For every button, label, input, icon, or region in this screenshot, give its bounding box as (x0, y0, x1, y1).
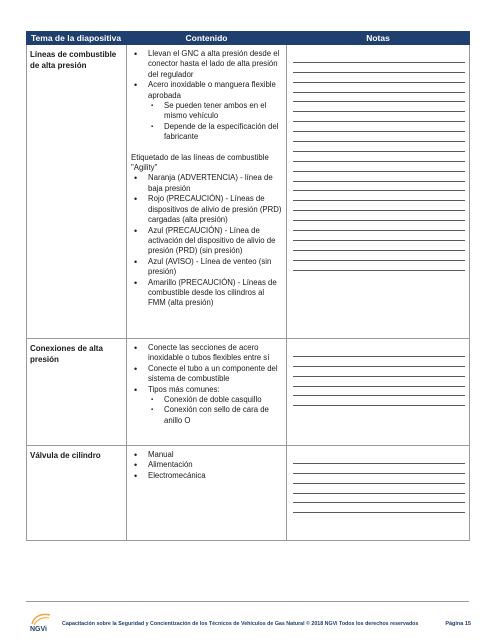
row-content (127, 446, 287, 541)
note-line (293, 201, 465, 211)
bullet-item: • Amarillo (PRECAUCIÓN) - Líneas de combustible desde los cilindros al FMM (alta presión) (131, 278, 283, 309)
note-line (293, 211, 465, 221)
row-content (127, 45, 287, 339)
note-line (293, 122, 465, 132)
header-topic: Tema de la diapositiva (27, 32, 127, 45)
note-line (293, 83, 465, 93)
bullet-item: • Naranja (ADVERTENCIA) - línea de baja presión (131, 173, 283, 194)
note-line (293, 172, 465, 182)
note-line (293, 73, 465, 83)
note-line (293, 494, 465, 504)
note-line (293, 182, 465, 192)
header-notes: Notas (287, 32, 470, 45)
page-footer (26, 610, 471, 632)
header-content: Contenido (127, 32, 287, 45)
note-line (293, 261, 465, 271)
row-topic: Líneas de combustible de alta presión (27, 45, 127, 339)
note-line (293, 102, 465, 112)
note-line (293, 357, 465, 367)
content-list (131, 343, 283, 426)
content-paragraph: Etiquetado de las líneas de combustible "Agility" (131, 152, 269, 173)
ngvi-logo (28, 610, 56, 632)
content-list (131, 173, 283, 308)
note-line (293, 503, 465, 513)
note-line (293, 231, 465, 241)
bullet-item: • Tipos más comunes: (131, 385, 283, 395)
note-line (293, 367, 465, 377)
note-line (293, 142, 465, 152)
bullet-item: • Electromecánica (131, 471, 283, 481)
notes-lines (293, 53, 465, 271)
row-content (127, 339, 287, 446)
bullet-item: • Azul (AVISO) - Línea de venteo (sin presión) (131, 257, 283, 278)
table-row (27, 446, 470, 541)
svg-text:NGVi: NGVi (30, 626, 47, 632)
bullet-item: • Conecte las secciones de acero inoxidable o tubos flexibles entre sí (131, 343, 283, 364)
note-line (293, 396, 465, 406)
bullet-item: • Alimentación (131, 460, 283, 470)
row-notes (287, 446, 470, 541)
note-line (293, 152, 465, 162)
bullet-item: • Rojo (PRECAUCIÓN) - Líneas de dispositivos de alivio de presión (PRD) cargadas (alta presión) (131, 194, 283, 225)
sub-bullet-item: ▪ Se pueden tener ambos en el mismo vehículo (131, 101, 283, 122)
sub-bullet-item: ▪ Conexión con sello de cara de anillo O (131, 405, 283, 426)
note-line (293, 132, 465, 142)
note-line (293, 484, 465, 494)
table-row (27, 339, 470, 446)
bullet-item: • Acero inoxidable o manguera flexible aprobada (131, 80, 283, 101)
sub-bullet-item: ▪ Conexión de doble casquillo (131, 395, 283, 405)
row-notes (287, 339, 470, 446)
content-list (131, 450, 283, 481)
note-line (293, 377, 465, 387)
notes-lines (293, 454, 465, 513)
notes-lines (293, 347, 465, 406)
note-line (293, 63, 465, 73)
bullet-item: • Azul (PRECAUCIÓN) - Línea de activación del dispositivo de alivio de presión (PRD) (sin presión) (131, 226, 283, 257)
note-line (293, 221, 465, 231)
bullet-item: • Conecte el tubo a un componente del sistema de combustible (131, 364, 283, 385)
note-line (293, 474, 465, 484)
note-line (293, 53, 465, 63)
content-list (131, 49, 283, 143)
lesson-notes-table (26, 31, 470, 541)
page-number: Página 15 (445, 621, 471, 627)
footer-divider (26, 601, 469, 602)
note-line (293, 241, 465, 251)
note-line (293, 464, 465, 474)
table-header-row (27, 32, 470, 45)
note-line (293, 191, 465, 201)
bullet-item: • Manual (131, 450, 283, 460)
footer-text: Capacitación sobre la Seguridad y Concientización de los Técnicos de Vehículos de Gas Natural © 2018 NGVi Todos los derechos reservados (62, 621, 419, 627)
row-topic: Conexiones de alta presión (27, 339, 127, 446)
note-line (293, 251, 465, 261)
note-line (293, 162, 465, 172)
sub-bullet-item: ▪ Depende de la especificación del fabricante (131, 122, 283, 143)
note-line (293, 112, 465, 122)
note-line (293, 93, 465, 103)
table-row (27, 45, 470, 339)
note-line (293, 387, 465, 397)
bullet-item: • Llevan el GNC a alta presión desde el conector hasta el lado de alta presión del regulador (131, 49, 283, 80)
row-topic: Válvula de cilindro (27, 446, 127, 541)
note-line (293, 454, 465, 464)
note-line (293, 347, 465, 357)
row-notes (287, 45, 470, 339)
